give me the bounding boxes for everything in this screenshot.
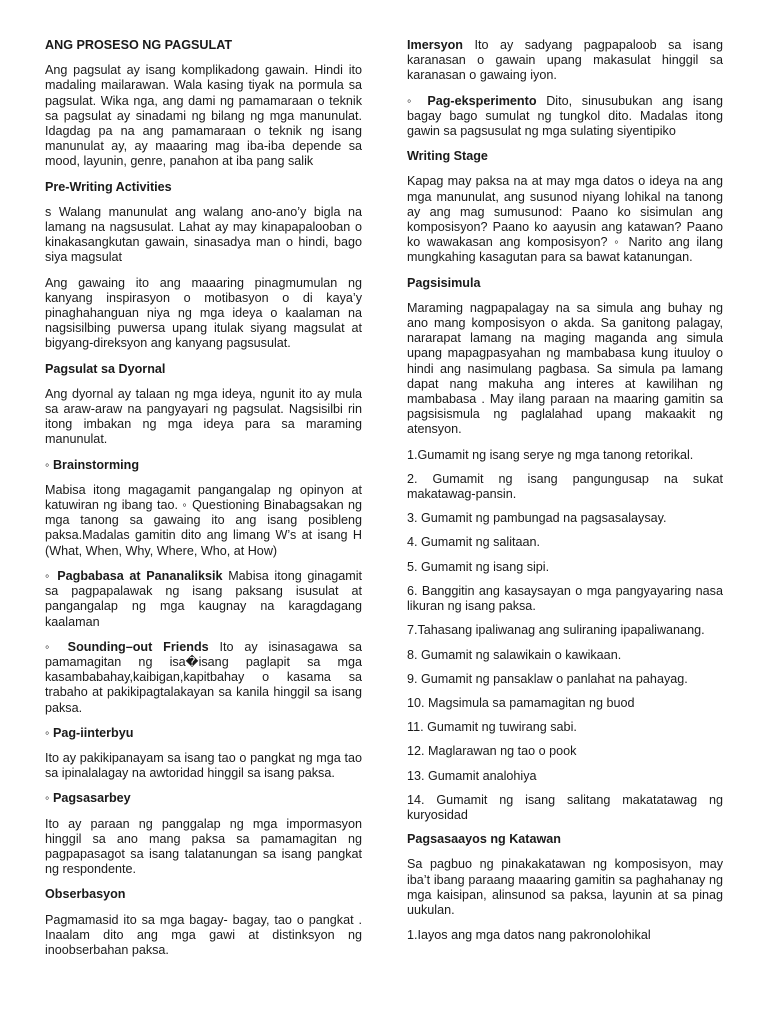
sounding-lead: ◦ Sounding–out Friends: [45, 639, 209, 654]
eksperimento-text: Dito, sinusubukan ang isang bagay bago sumulat ng tungkol dito. Madalas itong gawin sa pagsusulat ng mga sulating siyentipiko: [407, 93, 723, 139]
interbyu-paragraph: Ito ay pakikipanayam sa isang tao o pangkat ng mga tao sa ipinalalagay na awtoridad hinggil sa isang paksa.: [45, 750, 362, 781]
katawan-paragraph: Sa pagbuo ng pinakakatawan ng komposisyon, may iba’t ibang paraang maaaring gamitin sa paghahanay ng mga kaisipan, alinsunod sa paksa, layunin at sa pinag uukulan.: [407, 857, 723, 917]
brainstorming-heading: ◦ Brainstorming: [45, 457, 140, 472]
prewriting-paragraph-1: s Walang manunulat ang walang ano-ano’y bigla na lamang na nagsusulat. Lahat ay may kinapapalooban o kinakasangkutan gawain, sinasadya man o hindi, bago siya magsulat: [45, 204, 362, 265]
eksperimento-lead: ◦ Pag-eksperimento: [407, 93, 537, 108]
sounding-text: Ito ay isinasagawa sa pamamagitan ng isa�isang paglapit sa mga kasambabahay,kaibigan,kapitbahay o kasama sa trabaho at pakikipagtalakayan sa kanila hinggil sa isang paksa.: [45, 639, 362, 715]
pagbabasa-text: Mabisa itong ginagamit sa pagpapalawak ng isang paksang isusulat at pangangalap ng mga kaugnay na karagdagang kaalaman: [45, 568, 362, 629]
interbyu-heading: ◦ Pag-iinterbyu: [45, 725, 134, 740]
list-item: 2. Gumamit ng isang pangungusap na sukat makatawag-pansin.: [407, 471, 723, 502]
list-item: 4. Gumamit ng salitaan.: [407, 535, 540, 550]
pagbabasa-paragraph: [45, 569, 362, 630]
dyornal-heading: Pagsulat sa Dyornal: [45, 361, 166, 376]
dyornal-paragraph: Ang dyornal ay talaan ng mga ideya, ngunit ito ay mula sa araw-araw na pangyayari ng pagsulat. Nagsisilbi rin itong imbakan ng mga ideya para sa maraming manunulat.: [45, 386, 362, 447]
sarbey-heading: ◦ Pagsasarbey: [45, 791, 131, 806]
katawan-heading: Pagsasaayos ng Katawan: [407, 832, 561, 847]
left-column: [45, 38, 362, 1024]
list-item: 10. Magsimula sa pamamagitan ng buod: [407, 695, 635, 710]
list-item: 5. Gumamit ng isang sipi.: [407, 559, 550, 574]
technique-list: [407, 448, 723, 823]
obserbasyon-paragraph: Pagmamasid ito sa mga bagay- bagay, tao o pangkat . Inaalam dito ang mga gawi at distinksyon ng inoobserbahan paksa.: [45, 912, 362, 957]
prewriting-paragraph-2: Ang gawaing ito ang maaaring pinagmumulan ng kanyang inspirasyon o motibasyon o di kaya’y pinaghahanguan niya ng mga ideya o kaalaman na nagsisilbing puwersa upang itulak siyang magsulat at bigyang-direksyon ang kanyang pagsusulat.: [45, 275, 362, 351]
sounding-paragraph: [45, 640, 362, 716]
list-item: 8. Gumamit ng salawikain o kawikaan.: [407, 647, 622, 662]
obserbasyon-heading: Obserbasyon: [45, 887, 126, 902]
list-item: 3. Gumamit ng pambungad na pagsasalaysay.: [407, 511, 667, 526]
prewriting-heading: Pre-Writing Activities: [45, 179, 172, 194]
imersyon-paragraph: [407, 38, 723, 84]
right-column: [407, 38, 723, 1024]
pagsisimula-paragraph: Maraming nagpapalagay na sa simula ang buhay ng ano mang komposisyon o akda. Sa ganitong palagay, nararapat lamang na maging maganda ang simula upang mapagpasyahan ng mambabasa kung ituuloy o hindi ang nasimulang pagbasa. Sa simula pa lamang dapat nang makuha ang interes at kawilihan ng mambabasa . May ilang paraan na maaring gamitin sa pagsisismula ng paglalahad upang makaakit ng atensyon.: [407, 300, 723, 437]
katawan-item-1: 1.Iayos ang mga datos nang pakronolohikal: [407, 928, 651, 943]
sarbey-paragraph: Ito ay paraan ng panggalap ng mga impormasyon hinggil sa ano mang paksa sa pamamagitan ng pagpapasagot sa isang talatanungan sa isang pangkat ng respondente.: [45, 816, 362, 877]
brainstorming-paragraph: Mabisa itong magagamit pangangalap ng opinyon at katuwiran ng ibang tao. ◦ Questioning Binabagsakan ng mga tanong sa gawaing ito ang isang posibleng paksa.Madalas gamitin dito ang limang W’s at isang H (What, When, Why, Where, Who, at How): [45, 482, 362, 558]
document-title: ANG PROSESO NG PAGSULAT: [45, 38, 233, 52]
imersyon-text: Ito ay sadyang pagpapaloob sa isang karanasan o gawain upang makasulat hinggil sa karanasan o gawaing iyon.: [407, 38, 723, 83]
list-item: 14. Gumamit ng isang salitang makatatawag ng kuryosidad: [407, 792, 723, 822]
pagsisimula-heading: Pagsisimula: [407, 275, 481, 290]
list-item: 13. Gumamit analohiya: [407, 768, 537, 783]
writing-stage-paragraph: Kapag may paksa na at may mga datos o ideya na ang mga manunulat, ang susunod niyang lohikal na tanong ay ang mag sumusunod: Paano ko sisimulan ang komposisyon? Paano ko aayusin ang katawan? Paano ko wawakasan ang komposisyon? ◦ Narito ang ilang mungkahing kasagutan para sa bawat katanungan.: [407, 174, 723, 265]
imersyon-lead: Imersyon: [407, 38, 463, 52]
eksperimento-paragraph: [407, 94, 723, 140]
writing-stage-heading: Writing Stage: [407, 149, 488, 164]
intro-paragraph: Ang pagsulat ay isang komplikadong gawain. Hindi ito madaling mailarawan. Wala kasing tiyak na pormula sa pagsulat. Wika nga, ang dami ng pamamaraan o teknik sa pagsulat ay sinadami ng bilang ng mga manunulat. Idagdag pa na ang pamamaraan o teknik ng isang manunulat ay, ay maaaring mag iba-iba depende sa mood, layunin, genre, panahon at iba pang salik: [45, 63, 362, 169]
pagbabasa-lead: ◦ Pagbabasa at Pananaliksik: [45, 568, 223, 583]
list-item: 1.Gumamit ng isang serye ng mga tanong retorikal.: [407, 447, 694, 462]
list-item: 12. Maglarawan ng tao o pook: [407, 744, 577, 759]
list-item: 9. Gumamit ng pansaklaw o panlahat na pahayag.: [407, 671, 688, 686]
list-item: 11. Gumamit ng tuwirang sabi.: [407, 720, 577, 735]
list-item: 7.Tahasang ipaliwanag ang suliraning ipapaliwanang.: [407, 623, 705, 638]
list-item: 6. Banggitin ang kasaysayan o mga pangyayaring nasa likuran ng isang paksa.: [407, 583, 723, 614]
